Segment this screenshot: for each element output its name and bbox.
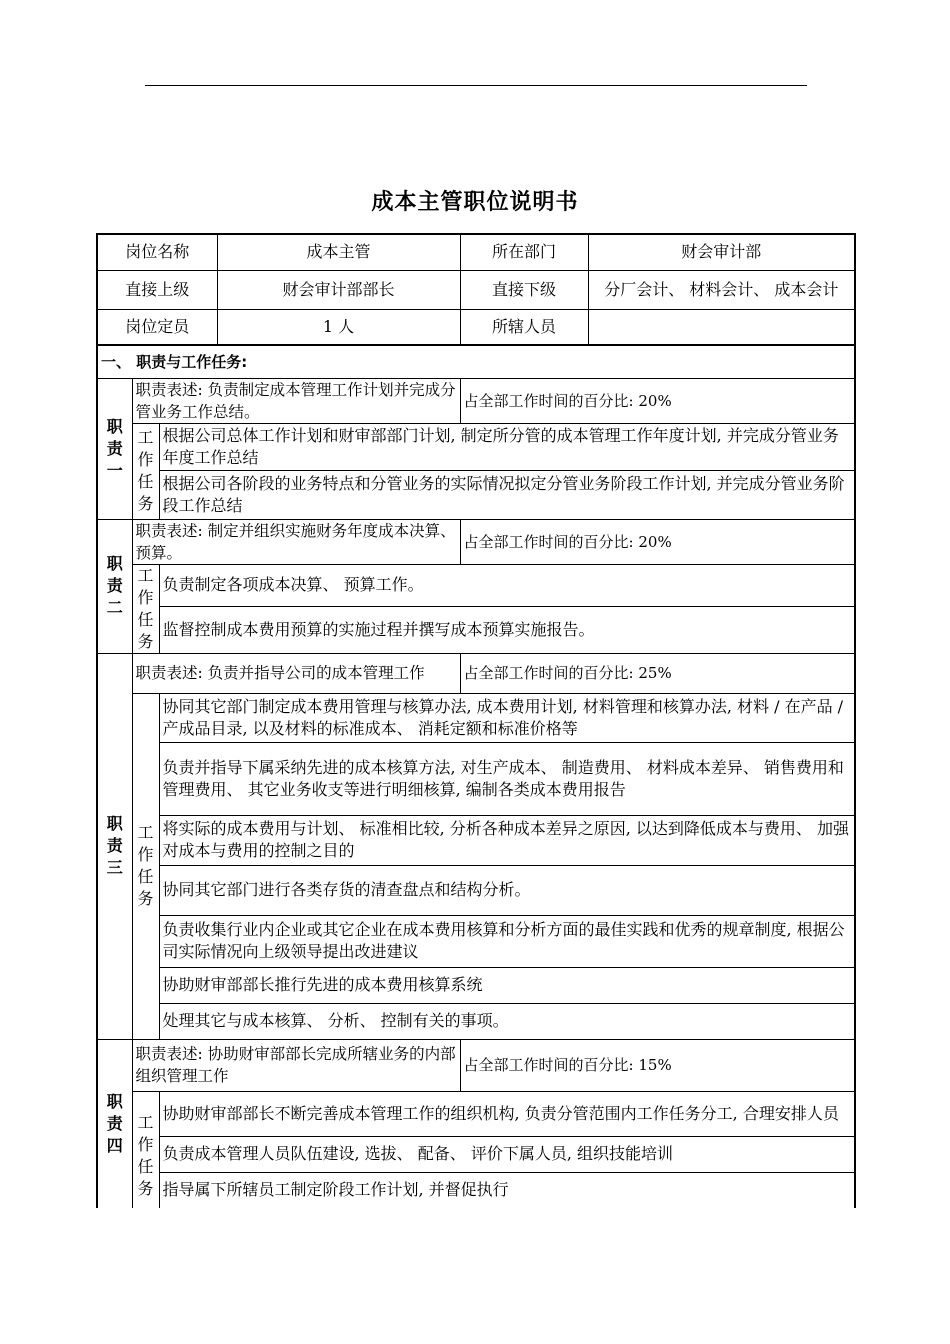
duty-3-task-row	[97, 865, 855, 915]
label-staff-managed: 所辖人员	[460, 309, 588, 345]
duty-1-task-label: 工作任务	[132, 423, 159, 519]
duty-3-task-6: 协助财审部部长推行先进的成本费用核算系统	[159, 967, 855, 1003]
label-headcount: 岗位定员	[97, 309, 217, 345]
duty-3-task-row	[97, 967, 855, 1003]
job-description-table	[96, 233, 856, 1208]
duty-4-task-2: 负责成本管理人员队伍建设, 选拔、 配备、 评价下属人员, 组织技能培训	[159, 1136, 855, 1172]
duty-1-description-row	[97, 378, 855, 423]
value-headcount: 1 人	[217, 309, 460, 345]
duty-3-task-3: 将实际的成本费用与计划、 标准相比较, 分析各种成本差异之原因, 以达到降低成本与费用、 加强对成本与费用的控制之目的	[159, 815, 855, 865]
duty-4-task-label: 工作任务	[132, 1091, 159, 1208]
label-direct-superior: 直接上级	[97, 270, 217, 309]
duty-2-task-row	[97, 606, 855, 653]
duty-3-task-row	[97, 1003, 855, 1039]
duty-3-task-row	[97, 693, 855, 742]
info-row-3	[97, 309, 855, 345]
duty-4-description-row	[97, 1039, 855, 1091]
duty-4-task-3: 指导属下所辖员工制定阶段工作计划, 并督促执行	[159, 1172, 855, 1208]
duty-4-percent: 占全部工作时间的百分比: 15%	[460, 1039, 855, 1091]
duty-1-percent: 占全部工作时间的百分比: 20%	[460, 378, 855, 423]
duty-3-task-row	[97, 742, 855, 815]
value-position-name: 成本主管	[217, 234, 460, 270]
duty-1-description: 职责表述: 负责制定成本管理工作计划并完成分管业务工作总结。	[132, 378, 460, 423]
duty-3-task-5: 负责收集行业内企业或其它企业在成本费用核算和分析方面的最佳实践和优秀的规章制度, 根据公司实际情况向上级领导提出改进建议	[159, 915, 855, 967]
section-title: 一、 职责与工作任务:	[97, 345, 855, 378]
duty-1-task-2: 根据公司各阶段的业务特点和分管业务的实际情况拟定分管业务阶段工作计划, 并完成分管业务阶段工作总结	[159, 470, 855, 519]
info-row-1	[97, 234, 855, 270]
duty-3-task-2: 负责并指导下属采纳先进的成本核算方法, 对生产成本、 制造费用、 材料成本差异、 销售费用和管理费用、 其它业务收支等进行明细核算, 编制各类成本费用报告	[159, 742, 855, 815]
duty-3-description: 职责表述: 负责并指导公司的成本管理工作	[132, 653, 460, 693]
duty-3-task-4: 协同其它部门进行各类存货的清查盘点和结构分析。	[159, 865, 855, 915]
duty-2-description: 职责表述: 制定并组织实施财务年度成本决算、 预算。	[132, 519, 460, 564]
value-direct-subordinate: 分厂会计、 材料会计、 成本会计	[588, 270, 855, 309]
duty-4-label: 职责四	[97, 1039, 132, 1208]
duty-3-percent: 占全部工作时间的百分比: 25%	[460, 653, 855, 693]
duty-3-task-label: 工作任务	[132, 693, 159, 1039]
duty-2-task-1: 负责制定各项成本决算、 预算工作。	[159, 564, 855, 606]
duty-3-task-7: 处理其它与成本核算、 分析、 控制有关的事项。	[159, 1003, 855, 1039]
label-position-name: 岗位名称	[97, 234, 217, 270]
value-department: 财会审计部	[588, 234, 855, 270]
duty-3-task-row	[97, 915, 855, 967]
duty-4-task-row	[97, 1136, 855, 1172]
header-rule	[145, 85, 807, 86]
duty-4-task-row	[97, 1172, 855, 1208]
duty-2-task-label: 工作任务	[132, 564, 159, 653]
duty-3-label: 职责三	[97, 653, 132, 1039]
document-title: 成本主管职位说明书	[371, 190, 579, 215]
duty-4-description: 职责表述: 协助财审部部长完成所辖业务的内部组织管理工作	[132, 1039, 460, 1091]
duty-2-label: 职责二	[97, 519, 132, 653]
duty-1-task-row	[97, 423, 855, 470]
duty-4-task-row	[97, 1091, 855, 1136]
duty-2-percent: 占全部工作时间的百分比: 20%	[460, 519, 855, 564]
label-direct-subordinate: 直接下级	[460, 270, 588, 309]
section-header-row	[97, 345, 855, 378]
label-department: 所在部门	[460, 234, 588, 270]
duty-4-task-1: 协助财审部部长不断完善成本管理工作的组织机构, 负责分管范围内工作任务分工, 合理安排人员	[159, 1091, 855, 1136]
duty-1-task-row	[97, 470, 855, 519]
duty-2-description-row	[97, 519, 855, 564]
duty-3-task-row	[97, 815, 855, 865]
value-staff-managed	[588, 309, 855, 345]
value-direct-superior: 财会审计部部长	[217, 270, 460, 309]
duty-1-label: 职责一	[97, 378, 132, 519]
duty-3-task-1: 协同其它部门制定成本费用管理与核算办法, 成本费用计划, 材料管理和核算办法, 材料 / 在产品 / 产成品目录, 以及材料的标准成本、 消耗定额和标准价格等	[159, 693, 855, 742]
duty-1-task-1: 根据公司总体工作计划和财审部部门计划, 制定所分管的成本管理工作年度计划, 并完成分管业务年度工作总结	[159, 423, 855, 470]
duty-2-task-row	[97, 564, 855, 606]
info-row-2	[97, 270, 855, 309]
duty-3-description-row	[97, 653, 855, 693]
duty-2-task-2: 监督控制成本费用预算的实施过程并撰写成本预算实施报告。	[159, 606, 855, 653]
